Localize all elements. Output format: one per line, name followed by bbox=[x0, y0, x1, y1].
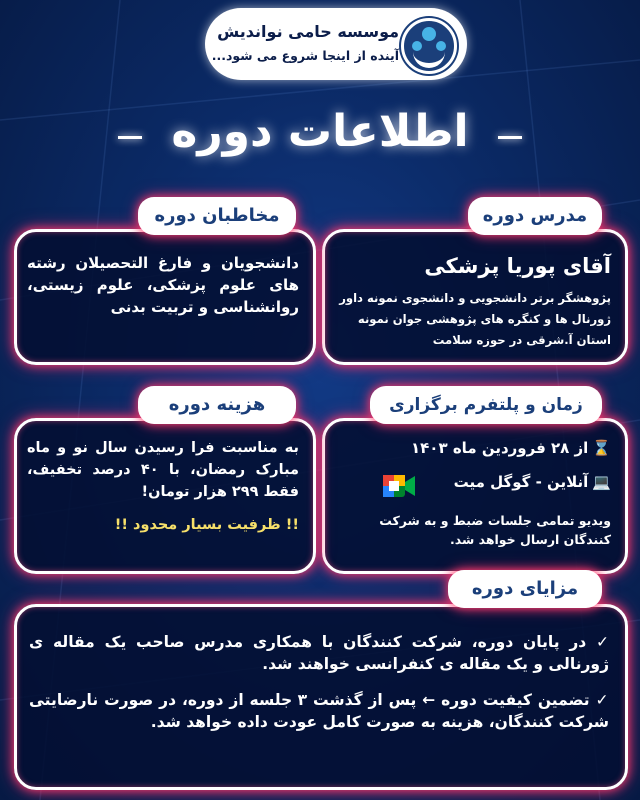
instructor-card bbox=[322, 229, 628, 365]
laptop-icon: 💻 bbox=[592, 473, 611, 491]
benefits-card bbox=[14, 604, 628, 790]
cost-label: هزینه دوره bbox=[138, 386, 296, 424]
google-meet-logo bbox=[383, 473, 417, 499]
header-banner bbox=[205, 8, 467, 80]
schedule-date-row bbox=[411, 439, 611, 457]
page-title-wrap bbox=[0, 106, 640, 176]
benefit-item: ✓ تضمین کیفیت دوره ← پس از گذشت ۳ جلسه از دوره، در صورت نارضایتی شرکت کنندگان، هزینه به صورت کامل عودت داده خواهد شد. bbox=[29, 691, 609, 731]
audience-description: دانشجویان و فارغ التحصیلان رشته های علوم پزشکی، علوم زیستی، روانشناسی و تربیت بدنی bbox=[27, 254, 299, 316]
schedule-platform: آنلاین - گوگل میت bbox=[453, 473, 589, 491]
cost-description: به مناسبت فرا رسیدن سال نو و ماه مبارک رمضان، با ۴۰ درصد تخفیف، فقط ۲۹۹ هزار تومان! bbox=[27, 440, 299, 500]
schedule-card bbox=[322, 418, 628, 574]
title-decoration-right bbox=[498, 136, 522, 139]
instructor-description: پژوهشگر برتر دانشجویی و دانشجوی نمونه داور ژورنال ها و کنگره های پژوهشی جوان نمونه استان آ.شرقی در حوزه سلامت bbox=[339, 291, 611, 347]
schedule-date: از ۲۸ فروردین ماه ۱۴۰۳ bbox=[410, 439, 589, 457]
schedule-note: ویدیو تمامی جلسات ضبط و به شرکت کنندگان ارسال خواهد شد. bbox=[379, 513, 611, 547]
audience-label: مخاطبان دوره bbox=[138, 197, 296, 235]
page-title: اطلاعات دوره bbox=[171, 106, 469, 157]
schedule-label: زمان و پلتفرم برگزاری bbox=[370, 386, 602, 424]
benefit-item: ✓ در پایان دوره، شرکت کنندگان با همکاری مدرس صاحب یک مقاله ی ژورنالی و یک مقاله ی کنفرانسی خواهند شد. bbox=[29, 633, 609, 673]
logo bbox=[401, 18, 457, 74]
audience-card bbox=[14, 229, 316, 365]
org-slogan: آینده از اینجا شروع می شود... bbox=[211, 48, 399, 63]
title-decoration-left bbox=[118, 136, 142, 139]
benefits-label: مزایای دوره bbox=[448, 570, 602, 608]
instructor-label: مدرس دوره bbox=[468, 197, 602, 235]
org-name: موسسه حامی نواندیش bbox=[217, 22, 399, 41]
cost-card bbox=[14, 418, 316, 574]
instructor-name: آقای پوریا پزشکی bbox=[424, 254, 611, 278]
hourglass-icon: ⌛ bbox=[592, 439, 611, 457]
capacity-alert: !! ظرفیت بسیار محدود !! bbox=[114, 517, 299, 533]
schedule-platform-row bbox=[454, 473, 611, 491]
